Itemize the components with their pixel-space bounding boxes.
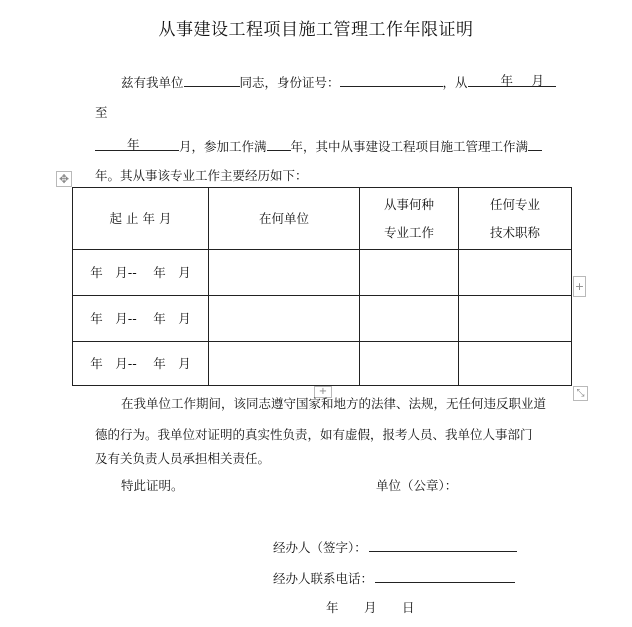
period-cell[interactable]: 年 月-- 年 月 bbox=[73, 342, 209, 386]
table-row bbox=[73, 296, 572, 342]
work-text-1: 月，参加工作满 bbox=[179, 139, 267, 154]
table-header-row bbox=[73, 188, 572, 250]
intro-text-3: ，从 bbox=[442, 75, 468, 90]
experience-intro: 年。其从事该专业工作主要经历如下： bbox=[95, 168, 308, 183]
header-work-line1: 从事何种 bbox=[383, 196, 434, 212]
seal-label: 单位（公章）： bbox=[376, 478, 458, 493]
handler-line bbox=[273, 538, 517, 556]
header-title bbox=[459, 188, 572, 250]
work-text-2: 年，其中从事建设工程项目施工管理工作满 bbox=[290, 139, 529, 154]
name-blank[interactable] bbox=[184, 73, 240, 87]
work-years-line bbox=[95, 137, 542, 155]
add-row-icon[interactable]: + bbox=[314, 386, 332, 398]
work-cell[interactable] bbox=[360, 296, 459, 342]
add-column-icon[interactable]: + bbox=[573, 276, 586, 297]
header-title-line1: 任何专业 bbox=[489, 196, 540, 212]
header-unit: 在何单位 bbox=[209, 188, 360, 250]
phone-blank[interactable] bbox=[375, 569, 515, 583]
phone-label: 经办人联系电话： bbox=[273, 571, 374, 586]
id-number-blank[interactable] bbox=[340, 73, 443, 87]
unit-cell[interactable] bbox=[209, 342, 360, 386]
intro-line bbox=[121, 73, 556, 91]
to-date-blank[interactable] bbox=[95, 137, 179, 151]
header-work-line2: 专业工作 bbox=[383, 224, 434, 240]
header-title-line2: 技术职称 bbox=[489, 224, 540, 240]
handler-signature-blank[interactable] bbox=[369, 538, 517, 552]
document-title: 从事建设工程项目施工管理工作年限证明 bbox=[158, 20, 474, 40]
from-date-blank[interactable] bbox=[468, 73, 556, 87]
date-year-label: 年 bbox=[326, 600, 339, 615]
statement-line-2: 德的行为。我单位对证明的真实性负责，如有虚假，报考人员、我单位人事部门 bbox=[95, 427, 533, 442]
total-years-blank[interactable] bbox=[267, 137, 291, 151]
unit-cell[interactable] bbox=[209, 296, 360, 342]
mgmt-years-blank[interactable] bbox=[528, 137, 542, 151]
from-year-label: 年 bbox=[500, 73, 514, 88]
period-cell[interactable]: 年 月-- 年 月 bbox=[73, 296, 209, 342]
unit-cell[interactable] bbox=[209, 250, 360, 296]
work-cell[interactable] bbox=[360, 250, 459, 296]
work-cell[interactable] bbox=[360, 342, 459, 386]
title-cell[interactable] bbox=[459, 342, 572, 386]
table-resize-icon[interactable]: ⤡ bbox=[573, 386, 588, 401]
handler-label: 经办人（签字）： bbox=[273, 540, 367, 555]
intro-text-1: 兹有我单位 bbox=[121, 75, 184, 90]
to-year-label: 年 bbox=[127, 137, 140, 152]
table-row bbox=[73, 250, 572, 296]
phone-line bbox=[273, 569, 515, 587]
title-cell[interactable] bbox=[459, 250, 572, 296]
table-row bbox=[73, 342, 572, 386]
statement-line-1: 在我单位工作期间，该同志遵守国家和地方的法律、法规，无任何违反职业道 bbox=[121, 396, 547, 411]
intro-text-2: 同志，身份证号： bbox=[239, 75, 340, 90]
header-period: 起 止 年 月 bbox=[73, 188, 209, 250]
title-cell[interactable] bbox=[459, 296, 572, 342]
table-move-icon[interactable]: ✥ bbox=[56, 171, 72, 187]
date-month-label: 月 bbox=[364, 600, 377, 615]
date-day-label: 日 bbox=[402, 600, 415, 615]
header-work bbox=[360, 188, 459, 250]
statement-line-3: 及有关负责人员承担相关责任。 bbox=[95, 451, 271, 466]
certification-text: 特此证明。 bbox=[121, 478, 184, 493]
experience-table bbox=[72, 187, 572, 386]
period-cell[interactable]: 年 月-- 年 月 bbox=[73, 250, 209, 296]
from-month-label: 月 bbox=[531, 73, 545, 88]
to-label: 至 bbox=[95, 105, 108, 120]
